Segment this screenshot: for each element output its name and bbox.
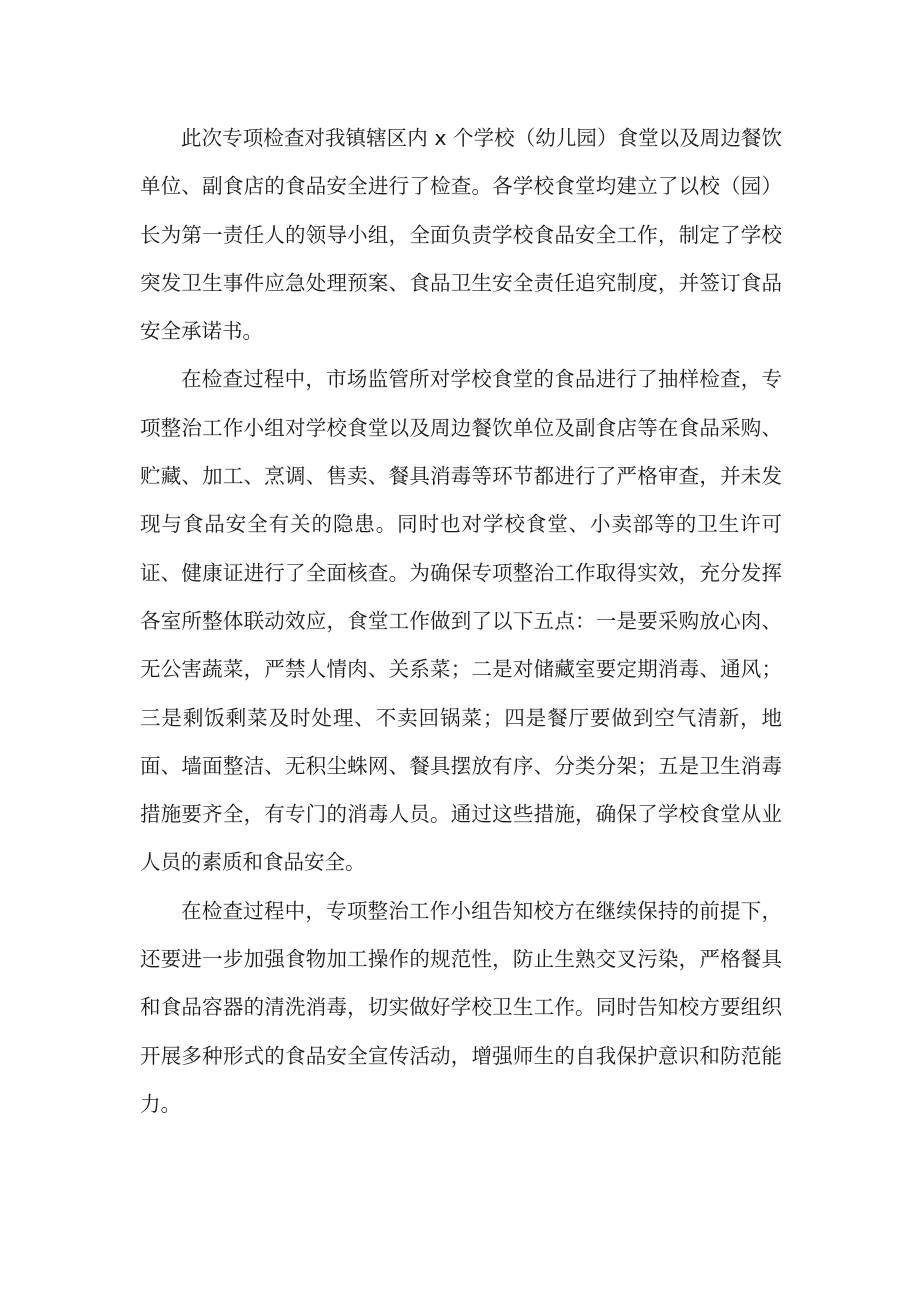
paragraph-2: 在检查过程中，市场监管所对学校食堂的食品进行了抽样检查，专项整治工作小组对学校食堂以及周边餐饮单位及副食店等在食品采购、贮藏、加工、烹调、售卖、餐具消毒等环节都进行了严格审查，并未发现与食品安全有关的隐患。同时也对学校食堂、小卖部等的卫生许可证、健康证进行了全面核查。为确保专项整治工作取得实效，充分发挥各室所整体联动效应，食堂工作做到了以下五点：一是要采购放心肉、无公害蔬菜，严禁人情肉、关系菜；二是对储藏室要定期消毒、通风；三是剩饭剩菜及时处理、不卖回锅菜；四是餐厅要做到空气清新，地面、墙面整洁、无积尘蛛网、餐具摆放有序、分类分架；五是卫生消毒措施要齐全，有专门的消毒人员。通过这些措施，确保了学校食堂从业人员的素质和食品安全。 [140,367,782,875]
document-body [140,114,782,1128]
paragraph-3: 在检查过程中，专项整治工作小组告知校方在继续保持的前提下，还要进一步加强食物加工操作的规范性，防止生熟交叉污染，严格餐具和食品容器的清洗消毒，切实做好学校卫生工作。同时告知校方要组织开展多种形式的食品安全宣传活动，增强师生的自我保护意识和防范能力。 [140,898,782,1116]
paragraph-1: 此次专项检查对我镇辖区内 x 个学校（幼儿园）食堂以及周边餐饮单位、副食店的食品安全进行了检查。各学校食堂均建立了以校（园）长为第一责任人的领导小组，全面负责学校食品安全工作，制定了学校突发卫生事件应急处理预案、食品卫生安全责任追究制度，并签订食品安全承诺书。 [140,126,782,344]
